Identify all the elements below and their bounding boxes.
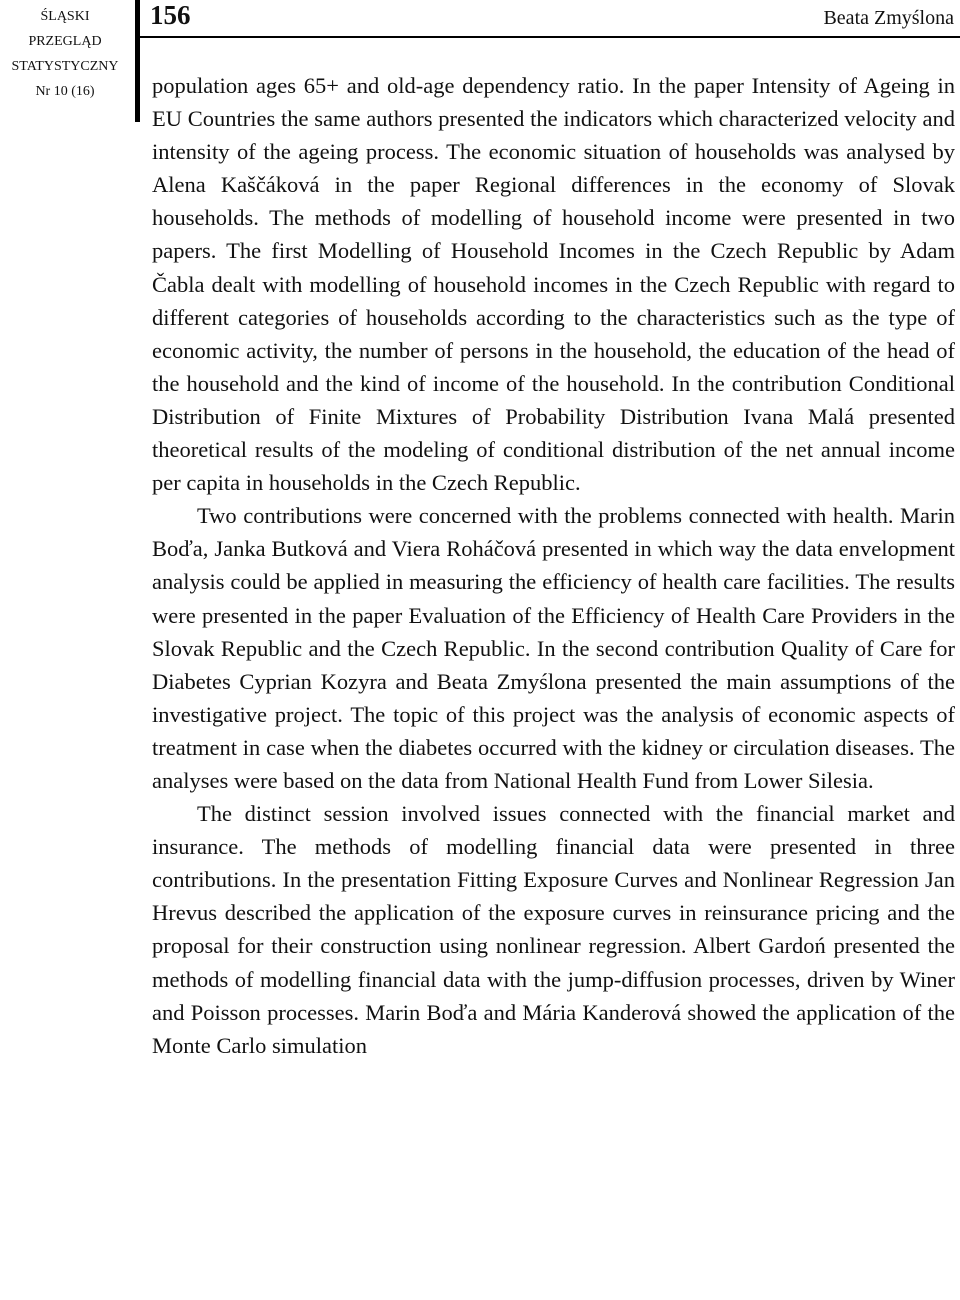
running-head-author: Beata Zmyślona bbox=[823, 7, 954, 29]
journal-name-line-2: PRZEGLĄD bbox=[28, 34, 102, 49]
journal-name-line-3: STATYSTYCZNY bbox=[11, 59, 119, 74]
paragraph-ageing-and-households: population ages 65+ and old-age dependency ratio. In the paper Intensity of Ageing in EU Countries the same authors presented the indicators which characterized velocity and intensity of the ageing process. The economic situation of households was analysed by Alena Kaščáková in the paper Regional differences in the economy of Slovak households. The methods of modelling of household income were presented in two papers. The first Modelling of Household Incomes in the Czech Republic by Adam Čabla dealt with modelling of household incomes in the Czech Republic with regard to different categories of households according to the characteristics such as the type of economic activity, the number of persons in the household, the education of the head of the household and the kind of income of the household. In the contribution Conditional Distribution of Finite Mixtures of Probability Distribution Ivana Malá presented theoretical results of the modeling of conditional distribution of the net annual income per capita in households in the Czech Republic. bbox=[152, 73, 955, 496]
paragraph-health: Two contributions were concerned with the problems connected with health. Marin Boďa, Janka Butková and Viera Roháčová presented in which way the data envelopment analysis could be applied in measuring the efficiency of health care facilities. The results were presented in the paper Evaluation of the Efficiency of Health Care Providers in the Slovak Republic and the Czech Republic. In the second contribution Quality of Care for Diabetes Cyprian Kozyra and Beata Zmyślona presented the main assumptions of the investigative project. The topic of this project was the analysis of economic aspects of treatment in case when the diabetes occurred with the kidney or circulation diseases. The analyses were based on the data from National Health Fund from Lower Silesia. bbox=[152, 503, 955, 793]
journal-issue-number: Nr 10 (16) bbox=[35, 84, 95, 99]
header-rule bbox=[140, 36, 960, 38]
paragraph-financial-market: The distinct session involved issues connected with the financial market and insurance. The methods of modelling financial data were presented in three contributions. In the presentation Fitting Exposure Curves and Nonlinear Regression Jan Hrevus described the application of the exposure curves in reinsurance pricing and the proposal for their construction using nonlinear regression. Albert Gardoń presented the methods of modelling financial data with the jump-diffusion processes, driven by Winer and Poisson processes. Marin Boďa and Mária Kanderová showed the application of the Monte Carlo simulation bbox=[152, 801, 955, 1058]
page-number: 156 bbox=[150, 0, 191, 30]
margin-vertical-rule bbox=[135, 0, 140, 122]
body-text bbox=[152, 69, 955, 1062]
journal-name-line-1: ŚLĄSKI bbox=[40, 9, 90, 24]
journal-margin-label bbox=[0, 4, 130, 104]
